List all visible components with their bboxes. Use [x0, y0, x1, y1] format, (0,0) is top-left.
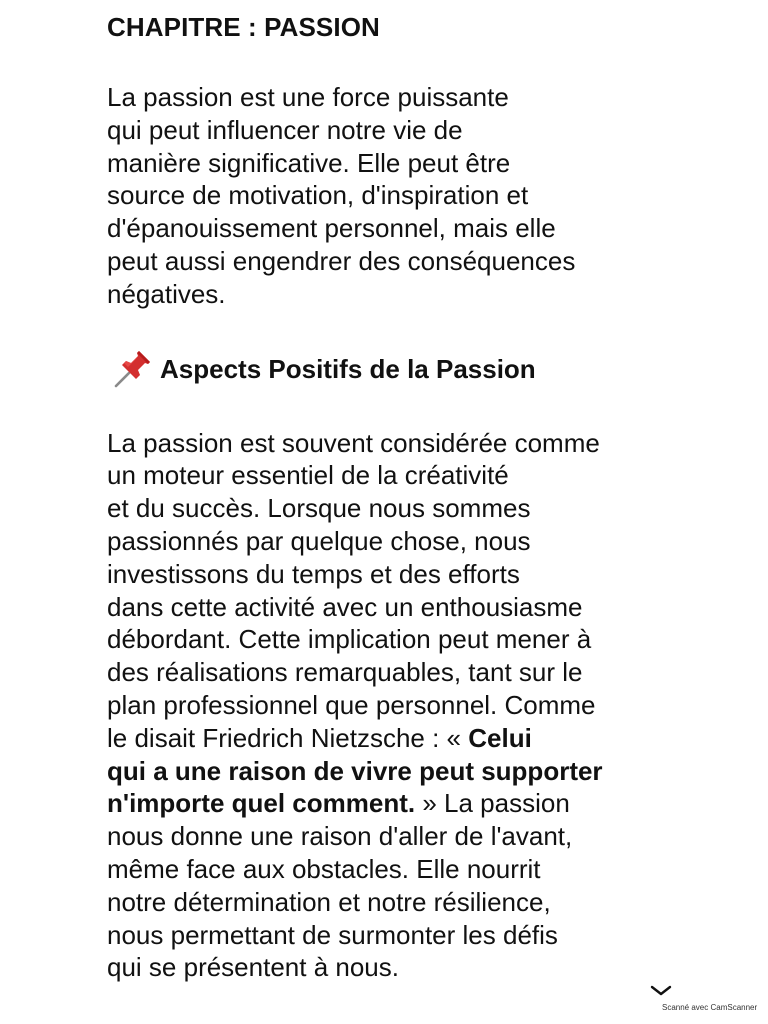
quote-text: qui a une raison de vivre peut supporter	[107, 755, 603, 786]
intro-paragraph	[107, 81, 707, 311]
document-content	[107, 10, 707, 984]
body-paragraph	[107, 427, 707, 985]
intro-line: négatives.	[107, 278, 226, 309]
body-line: un moteur essentiel de la créativité	[107, 460, 509, 491]
body-line: La passion est souvent considérée comme	[107, 427, 600, 458]
body-line: qui se présentent à nous.	[107, 952, 399, 983]
scanner-watermark: Scanné avec CamScanner	[662, 1003, 758, 1012]
body-line: passionnés par quelque chose, nous	[107, 525, 531, 556]
intro-line: La passion est une force puissante	[107, 82, 509, 112]
body-line: dans cette activité avec un enthousiasme	[107, 591, 583, 622]
body-line: investissons du temps et des efforts	[107, 558, 520, 589]
pushpin-icon	[112, 349, 156, 389]
quote-text: n'importe quel comment.	[107, 788, 416, 819]
section-heading	[112, 349, 707, 389]
body-line: notre détermination et notre résilience,	[107, 886, 551, 917]
body-line: nous donne une raison d'aller de l'avant,	[107, 821, 573, 852]
body-line: débordant. Cette implication peut mener à	[107, 624, 592, 655]
body-line: et du succès. Lorsque nous sommes	[107, 493, 531, 524]
quote-text: Celui	[468, 722, 532, 753]
section-title: Aspects Positifs de la Passion	[160, 353, 536, 384]
intro-line: peut aussi engendrer des conséquences	[107, 245, 576, 276]
intro-line: source de motivation, d'inspiration et	[107, 180, 529, 211]
intro-line: d'épanouissement personnel, mais elle	[107, 213, 556, 244]
body-line: nous permettant de surmonter les défis	[107, 919, 558, 950]
quote-line	[107, 722, 707, 755]
body-line: même face aux obstacles. Elle nourrit	[107, 853, 541, 884]
intro-line: qui peut influencer notre vie de	[107, 114, 463, 145]
intro-line: manière significative. Elle peut être	[107, 147, 511, 178]
quote-intro: le disait Friedrich Nietzsche : «	[107, 722, 469, 753]
chevron-down-icon	[650, 984, 672, 996]
quote-after: » La passion	[415, 788, 570, 819]
body-line: des réalisations remarquables, tant sur le	[107, 657, 583, 688]
chapter-title: CHAPITRE : PASSION	[107, 12, 380, 42]
quote-line	[107, 787, 707, 820]
body-line: plan professionnel que personnel. Comme	[107, 689, 596, 720]
